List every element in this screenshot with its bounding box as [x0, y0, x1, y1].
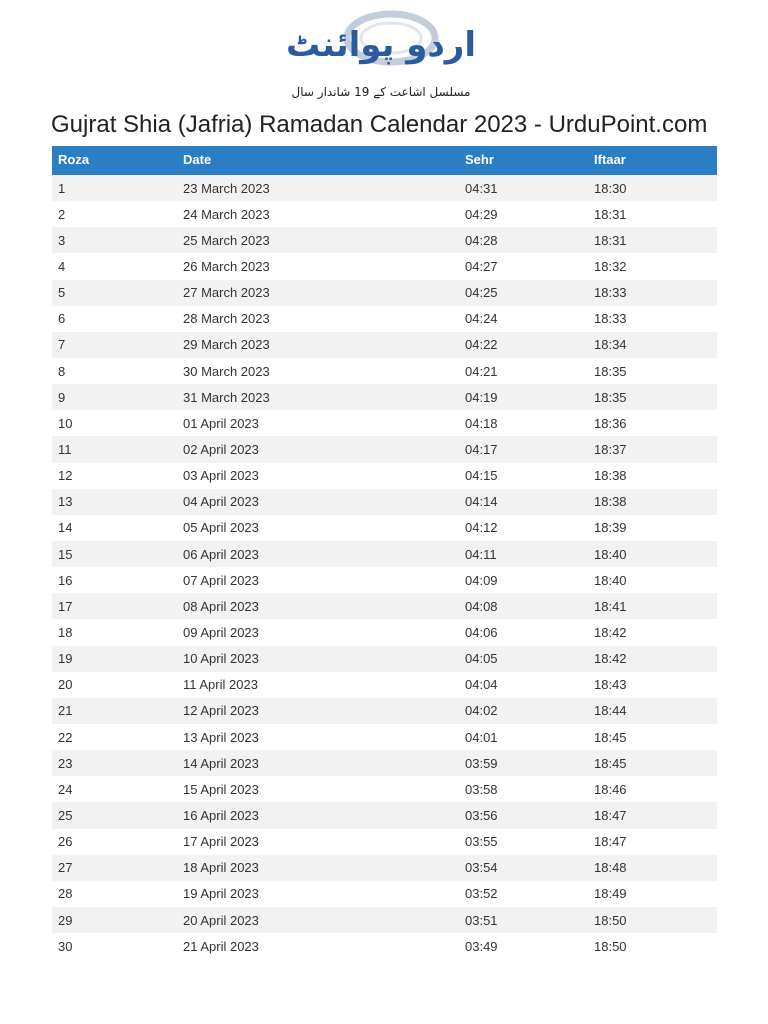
- roza-cell: 17: [58, 598, 73, 614]
- table-row: [52, 933, 717, 959]
- table-row: [52, 724, 717, 750]
- roza-cell: 2: [58, 206, 66, 222]
- table-row: [52, 829, 717, 855]
- iftaar-cell: 18:40: [594, 546, 627, 562]
- table-row: [52, 332, 717, 358]
- date-cell: 26 March 2023: [183, 258, 270, 274]
- roza-cell: 6: [58, 311, 66, 327]
- roza-cell: 1: [58, 180, 66, 196]
- date-cell: 01 April 2023: [183, 415, 259, 431]
- sehr-cell: 04:21: [465, 363, 498, 379]
- sehr-cell: 03:58: [465, 781, 498, 797]
- date-cell: 11 April 2023: [183, 677, 258, 693]
- sehr-cell: 04:25: [465, 285, 498, 301]
- date-cell: 28 March 2023: [183, 311, 270, 327]
- roza-cell: 26: [58, 834, 73, 850]
- table-row: [52, 410, 717, 436]
- table-row: [52, 776, 717, 802]
- date-cell: 12 April 2023: [183, 703, 259, 719]
- iftaar-cell: 18:48: [594, 860, 627, 876]
- date-cell: 17 April 2023: [183, 834, 259, 850]
- roza-cell: 8: [58, 363, 66, 379]
- logo-main-text: اردو پوائنٹ: [285, 25, 477, 65]
- date-cell: 27 March 2023: [183, 285, 270, 301]
- date-cell: 31 March 2023: [183, 389, 270, 405]
- roza-cell: 4: [58, 258, 66, 274]
- table-row: [52, 567, 717, 593]
- date-cell: 24 March 2023: [183, 206, 270, 222]
- iftaar-cell: 18:41: [594, 598, 627, 614]
- iftaar-cell: 18:47: [594, 834, 627, 850]
- page-title: Gujrat Shia (Jafria) Ramadan Calendar 2023 - UrduPoint.com: [51, 111, 708, 138]
- iftaar-cell: 18:43: [594, 677, 627, 693]
- iftaar-cell: 18:50: [594, 938, 627, 954]
- table-row: [52, 280, 717, 306]
- table-row: [52, 593, 717, 619]
- roza-cell: 11: [58, 441, 72, 457]
- date-cell: 08 April 2023: [183, 598, 259, 614]
- roza-cell: 7: [58, 337, 66, 353]
- sehr-cell: 04:24: [465, 311, 498, 327]
- sehr-cell: 04:22: [465, 337, 498, 353]
- table-body: [52, 175, 717, 959]
- iftaar-cell: 18:31: [594, 232, 627, 248]
- roza-cell: 19: [58, 651, 73, 667]
- table-row: [52, 463, 717, 489]
- table-row: [52, 489, 717, 515]
- roza-cell: 14: [58, 520, 73, 536]
- table-row: [52, 201, 717, 227]
- date-cell: 14 April 2023: [183, 755, 259, 771]
- table-row: [52, 384, 717, 410]
- date-cell: 04 April 2023: [183, 494, 259, 510]
- table-row: [52, 515, 717, 541]
- table-row: [52, 175, 717, 201]
- table-row: [52, 541, 717, 567]
- iftaar-cell: 18:42: [594, 624, 627, 640]
- iftaar-cell: 18:35: [594, 363, 627, 379]
- date-cell: 25 March 2023: [183, 232, 270, 248]
- iftaar-cell: 18:50: [594, 912, 627, 928]
- iftaar-cell: 18:44: [594, 703, 627, 719]
- iftaar-cell: 18:39: [594, 520, 627, 536]
- logo-tagline: مسلسل اشاعت کے 19 شاندار سال: [291, 85, 471, 99]
- sehr-cell: 03:52: [465, 886, 498, 902]
- sehr-cell: 04:18: [465, 415, 498, 431]
- sehr-cell: 04:04: [465, 677, 498, 693]
- iftaar-cell: 18:36: [594, 415, 627, 431]
- sehr-cell: 04:12: [465, 520, 498, 536]
- date-cell: 07 April 2023: [183, 572, 259, 588]
- sehr-cell: 03:55: [465, 834, 498, 850]
- roza-cell: 13: [58, 494, 73, 510]
- sehr-cell: 04:31: [465, 180, 498, 196]
- iftaar-cell: 18:32: [594, 258, 627, 274]
- iftaar-cell: 18:45: [594, 729, 627, 745]
- sehr-cell: 04:11: [465, 546, 497, 562]
- iftaar-cell: 18:33: [594, 285, 627, 301]
- date-cell: 23 March 2023: [183, 180, 270, 196]
- iftaar-cell: 18:35: [594, 389, 627, 405]
- roza-cell: 27: [58, 860, 73, 876]
- table-row: [52, 358, 717, 384]
- table-header-row: [52, 146, 717, 175]
- date-cell: 06 April 2023: [183, 546, 259, 562]
- sehr-cell: 03:59: [465, 755, 498, 771]
- sehr-cell: 03:54: [465, 860, 498, 876]
- iftaar-cell: 18:34: [594, 337, 627, 353]
- iftaar-cell: 18:33: [594, 311, 627, 327]
- roza-cell: 29: [58, 912, 73, 928]
- column-header-iftaar: Iftaar: [594, 151, 626, 167]
- column-header-date: Date: [183, 151, 212, 167]
- iftaar-cell: 18:31: [594, 206, 627, 222]
- date-cell: 13 April 2023: [183, 729, 259, 745]
- roza-cell: 9: [58, 389, 66, 405]
- sehr-cell: 03:51: [465, 912, 498, 928]
- sehr-cell: 03:49: [465, 938, 498, 954]
- roza-cell: 12: [58, 468, 73, 484]
- table-row: [52, 750, 717, 776]
- date-cell: 29 March 2023: [183, 337, 270, 353]
- roza-cell: 24: [58, 781, 73, 797]
- sehr-cell: 04:29: [465, 206, 498, 222]
- sehr-cell: 04:05: [465, 651, 498, 667]
- sehr-cell: 04:28: [465, 232, 498, 248]
- date-cell: 16 April 2023: [183, 807, 259, 823]
- table-row: [52, 253, 717, 279]
- table-row: [52, 881, 717, 907]
- iftaar-cell: 18:47: [594, 807, 627, 823]
- iftaar-cell: 18:42: [594, 651, 627, 667]
- date-cell: 10 April 2023: [183, 651, 259, 667]
- roza-cell: 30: [58, 938, 73, 954]
- date-cell: 21 April 2023: [183, 938, 259, 954]
- sehr-cell: 04:08: [465, 598, 498, 614]
- sehr-cell: 04:17: [465, 441, 498, 457]
- roza-cell: 18: [58, 624, 73, 640]
- roza-cell: 28: [58, 886, 73, 902]
- date-cell: 05 April 2023: [183, 520, 259, 536]
- sehr-cell: 04:02: [465, 703, 498, 719]
- roza-cell: 25: [58, 807, 73, 823]
- roza-cell: 22: [58, 729, 73, 745]
- iftaar-cell: 18:46: [594, 781, 627, 797]
- sehr-cell: 04:15: [465, 468, 498, 484]
- sehr-cell: 04:14: [465, 494, 498, 510]
- iftaar-cell: 18:49: [594, 886, 627, 902]
- table-row: [52, 619, 717, 645]
- table-row: [52, 672, 717, 698]
- date-cell: 15 April 2023: [183, 781, 259, 797]
- sehr-cell: 03:56: [465, 807, 498, 823]
- date-cell: 30 March 2023: [183, 363, 270, 379]
- sehr-cell: 04:01: [465, 729, 498, 745]
- table-row: [52, 436, 717, 462]
- roza-cell: 5: [58, 285, 66, 301]
- iftaar-cell: 18:40: [594, 572, 627, 588]
- date-cell: 19 April 2023: [183, 886, 259, 902]
- urdu-point-logo: [285, 8, 477, 100]
- table-row: [52, 907, 717, 933]
- sehr-cell: 04:27: [465, 258, 498, 274]
- ramadan-calendar-table: [52, 146, 717, 959]
- roza-cell: 10: [58, 415, 73, 431]
- column-header-sehr: Sehr: [465, 151, 494, 167]
- iftaar-cell: 18:30: [594, 180, 627, 196]
- roza-cell: 23: [58, 755, 73, 771]
- date-cell: 20 April 2023: [183, 912, 259, 928]
- iftaar-cell: 18:45: [594, 755, 627, 771]
- roza-cell: 20: [58, 677, 73, 693]
- roza-cell: 21: [58, 703, 73, 719]
- table-row: [52, 646, 717, 672]
- iftaar-cell: 18:37: [594, 441, 627, 457]
- iftaar-cell: 18:38: [594, 494, 627, 510]
- roza-cell: 3: [58, 232, 66, 248]
- date-cell: 03 April 2023: [183, 468, 259, 484]
- roza-cell: 15: [58, 546, 73, 562]
- date-cell: 09 April 2023: [183, 624, 259, 640]
- table-row: [52, 802, 717, 828]
- sehr-cell: 04:06: [465, 624, 498, 640]
- table-row: [52, 227, 717, 253]
- sehr-cell: 04:19: [465, 389, 498, 405]
- roza-cell: 16: [58, 572, 73, 588]
- table-row: [52, 306, 717, 332]
- column-header-roza: Roza: [58, 151, 90, 167]
- sehr-cell: 04:09: [465, 572, 498, 588]
- date-cell: 02 April 2023: [183, 441, 259, 457]
- table-row: [52, 698, 717, 724]
- iftaar-cell: 18:38: [594, 468, 627, 484]
- table-row: [52, 855, 717, 881]
- date-cell: 18 April 2023: [183, 860, 259, 876]
